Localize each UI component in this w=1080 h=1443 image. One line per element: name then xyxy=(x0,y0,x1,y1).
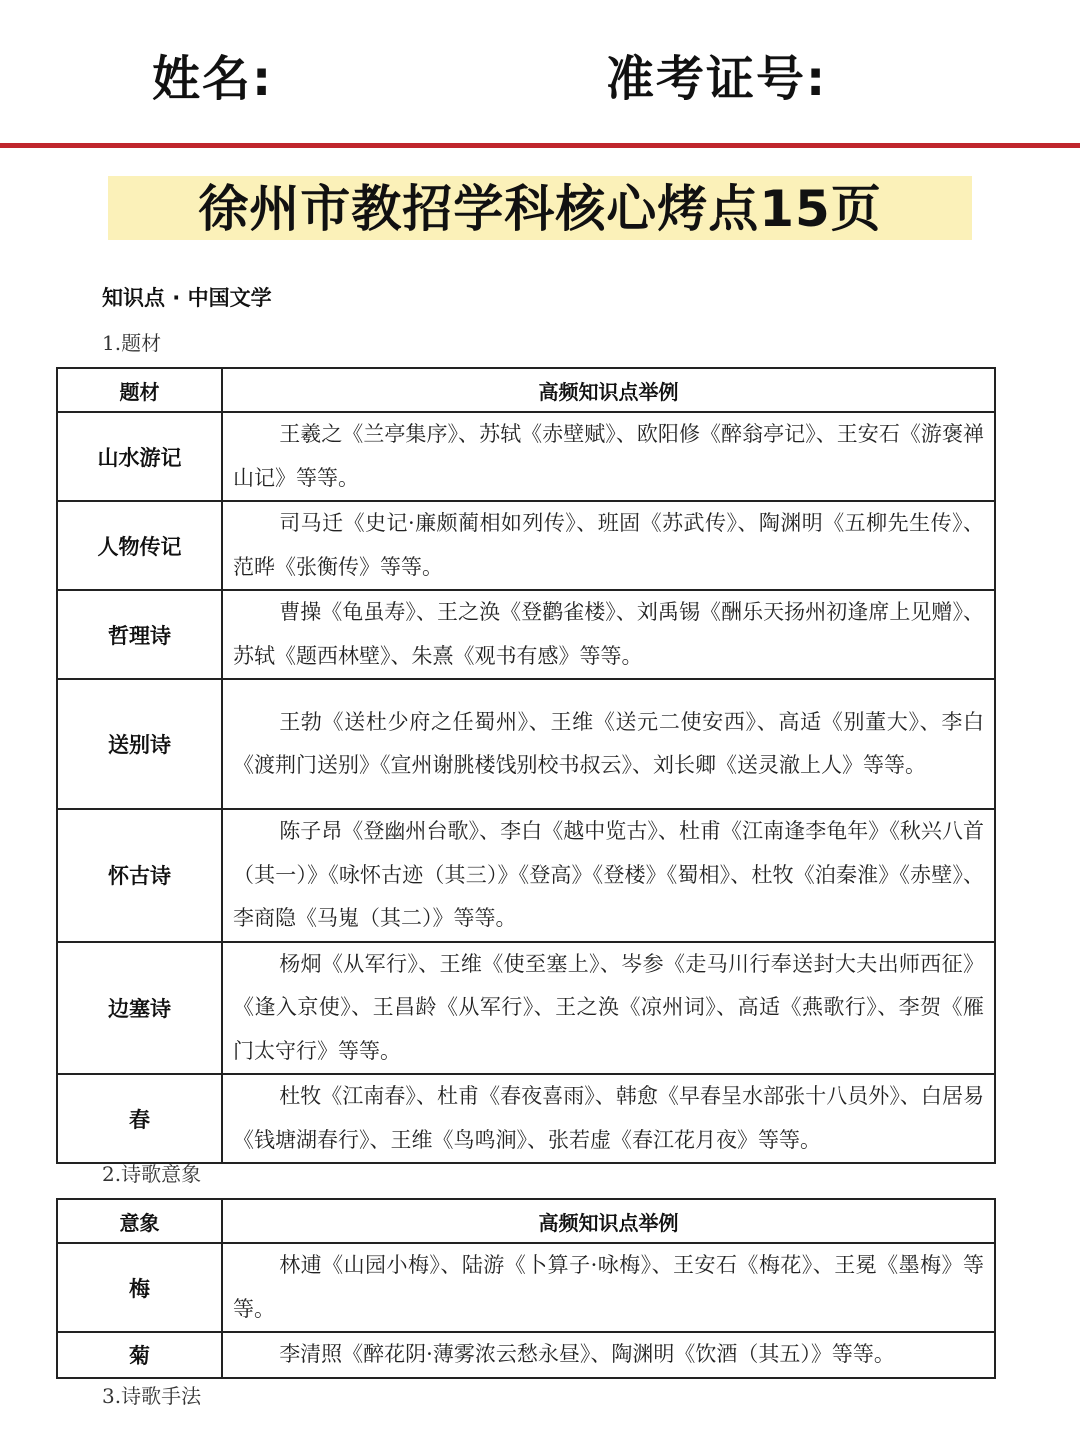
examples-cell: 王勃《送杜少府之任蜀州》、王维《送元二使安西》、高适《别董大》、李白《渡荆门送别》《宣州谢朓楼饯别校书叔云》、刘长卿《送灵澈上人》等等。 xyxy=(222,679,995,809)
category-cell: 春 xyxy=(57,1074,222,1163)
exam-id-label: 准考证号: xyxy=(606,51,828,107)
examples-cell: 陈子昂《登幽州台歌》、李白《越中览古》、杜甫《江南逢李龟年》《秋兴八首（其一）》《咏怀古迹（其三）》《登高》《登楼》《蜀相》、杜牧《泊秦淮》《赤壁》、李商隐《马嵬（其二）》等等。 xyxy=(222,809,995,942)
table-header-row xyxy=(57,1199,995,1243)
table-row xyxy=(57,809,995,942)
column-header: 高频知识点举例 xyxy=(222,368,995,412)
table-row xyxy=(57,590,995,679)
name-label: 姓名: xyxy=(152,51,274,107)
subsection-heading-theme: 1.题材 xyxy=(102,331,162,355)
examples-cell: 杜牧《江南春》、杜甫《春夜喜雨》、韩愈《早春呈水部张十八员外》、白居易《钱塘湖春行》、王维《鸟鸣涧》、张若虚《春江花月夜》等等。 xyxy=(222,1074,995,1163)
examples-cell: 杨炯《从军行》、王维《使至塞上》、岑参《走马川行奉送封大夫出师西征》《逢入京使》、王昌龄《从军行》、王之涣《凉州词》、高适《燕歌行》、李贺《雁门太守行》等等。 xyxy=(222,942,995,1075)
red-divider xyxy=(0,143,1080,148)
column-header: 意象 xyxy=(57,1199,222,1243)
subsection-heading-imagery: 2.诗歌意象 xyxy=(102,1162,202,1186)
section-heading: 知识点 · 中国文学 xyxy=(102,286,272,310)
table-row xyxy=(57,1243,995,1332)
table-row xyxy=(57,942,995,1075)
table-row xyxy=(57,412,995,501)
table-row xyxy=(57,501,995,590)
category-cell: 菊 xyxy=(57,1332,222,1378)
examples-cell: 林逋《山园小梅》、陆游《卜算子·咏梅》、王安石《梅花》、王冕《墨梅》等等。 xyxy=(222,1243,995,1332)
examples-cell: 王羲之《兰亭集序》、苏轼《赤壁赋》、欧阳修《醉翁亭记》、王安石《游褒禅山记》等等。 xyxy=(222,412,995,501)
column-header: 高频知识点举例 xyxy=(222,1199,995,1243)
candidate-info-header xyxy=(0,40,1080,120)
imagery-table xyxy=(56,1198,996,1379)
theme-table xyxy=(56,367,996,1164)
category-cell: 送别诗 xyxy=(57,679,222,809)
table-row xyxy=(57,679,995,809)
table-row xyxy=(57,1332,995,1378)
column-header: 题材 xyxy=(57,368,222,412)
table-row xyxy=(57,1074,995,1163)
subsection-heading-technique: 3.诗歌手法 xyxy=(102,1384,202,1408)
category-cell: 怀古诗 xyxy=(57,809,222,942)
table-header-row xyxy=(57,368,995,412)
examples-cell: 曹操《龟虽寿》、王之涣《登鹳雀楼》、刘禹锡《酬乐天扬州初逢席上见赠》、苏轼《题西林壁》、朱熹《观书有感》等等。 xyxy=(222,590,995,679)
page-title: 徐州市教招学科核心烤点15页 xyxy=(198,180,882,238)
category-cell: 山水游记 xyxy=(57,412,222,501)
category-cell: 人物传记 xyxy=(57,501,222,590)
examples-cell: 司马迁《史记·廉颇蔺相如列传》、班固《苏武传》、陶渊明《五柳先生传》、范晔《张衡传》等等。 xyxy=(222,501,995,590)
category-cell: 梅 xyxy=(57,1243,222,1332)
category-cell: 边塞诗 xyxy=(57,942,222,1075)
examples-cell: 李清照《醉花阴·薄雾浓云愁永昼》、陶渊明《饮酒（其五）》等等。 xyxy=(222,1332,995,1378)
category-cell: 哲理诗 xyxy=(57,590,222,679)
